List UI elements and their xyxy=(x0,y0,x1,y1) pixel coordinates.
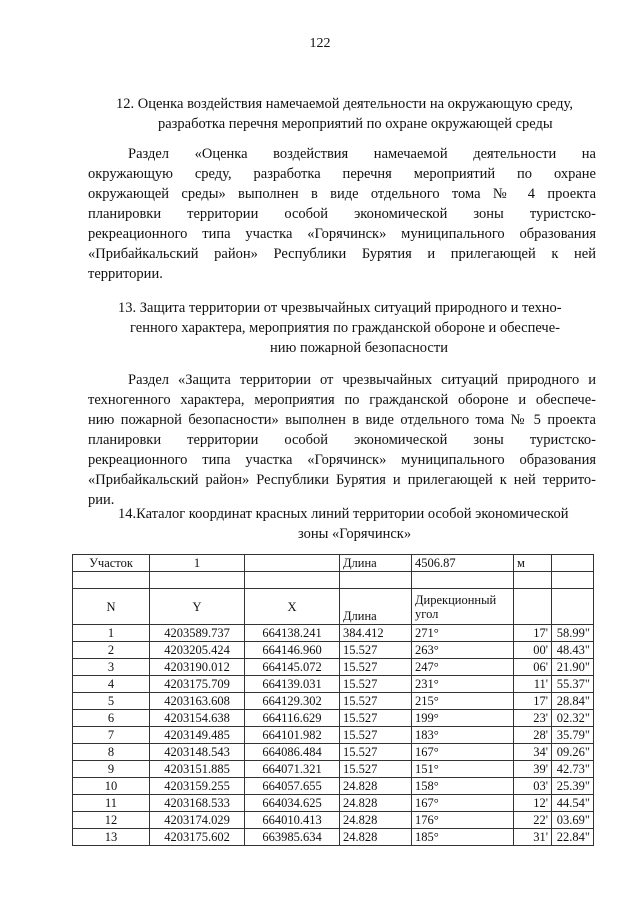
angle-minutes: 17' xyxy=(514,625,552,642)
angle-minutes: 31' xyxy=(514,829,552,846)
section13-body-line: рекреационного типа участка «Горячинск» муниципального образования xyxy=(88,452,596,468)
y-coordinate: 4203159.255 xyxy=(150,778,245,795)
table-header-row-2 xyxy=(73,589,594,625)
segment-length: 24.828 xyxy=(340,829,412,846)
row-number: 9 xyxy=(73,761,150,778)
table-row xyxy=(73,693,594,710)
angle-minutes: 03' xyxy=(514,778,552,795)
x-coordinate: 664139.031 xyxy=(245,676,340,693)
unit: м xyxy=(514,555,552,572)
section13-body-line: рии. xyxy=(88,492,115,508)
row-number: 1 xyxy=(73,625,150,642)
angle-minutes: 11' xyxy=(514,676,552,693)
y-coordinate: 4203205.424 xyxy=(150,642,245,659)
angle-seconds: 03.69" xyxy=(552,812,594,829)
angle-seconds: 02.32" xyxy=(552,710,594,727)
length-value: 4506.87 xyxy=(412,555,514,572)
angle-minutes: 23' xyxy=(514,710,552,727)
row-number: 6 xyxy=(73,710,150,727)
segment-length: 15.527 xyxy=(340,659,412,676)
table-row xyxy=(73,659,594,676)
empty-cell xyxy=(514,589,552,625)
col-direction-header xyxy=(412,589,514,625)
row-number: 4 xyxy=(73,676,150,693)
section13-body-line: нию пожарной безопасности» выполнен в виде отдельного тома № 5 проекта xyxy=(88,412,596,428)
angle-seconds: 55.37" xyxy=(552,676,594,693)
table-row xyxy=(73,625,594,642)
table-row xyxy=(73,778,594,795)
section12-body-line: планировки территории особой экономической зоны туристско- xyxy=(88,206,596,222)
angle-minutes: 06' xyxy=(514,659,552,676)
col-direction-line2: угол xyxy=(415,606,439,621)
angle-seconds: 35.79" xyxy=(552,727,594,744)
angle-minutes: 12' xyxy=(514,795,552,812)
segment-length: 24.828 xyxy=(340,795,412,812)
row-number: 12 xyxy=(73,812,150,829)
angle-minutes: 39' xyxy=(514,761,552,778)
segment-length: 15.527 xyxy=(340,676,412,693)
segment-length: 15.527 xyxy=(340,761,412,778)
angle-seconds: 21.90" xyxy=(552,659,594,676)
coordinates-table xyxy=(72,554,594,846)
angle-degrees: 158° xyxy=(412,778,514,795)
segment-length: 15.527 xyxy=(340,693,412,710)
angle-degrees: 167° xyxy=(412,795,514,812)
angle-seconds: 48.43" xyxy=(552,642,594,659)
section12-heading-line2: разработка перечня мероприятий по охране окружающей среды xyxy=(158,116,553,132)
row-number: 2 xyxy=(73,642,150,659)
x-coordinate: 664071.321 xyxy=(245,761,340,778)
section12-body-line: окружающую среду, разработка перечня мероприятий по охране xyxy=(88,166,596,182)
row-number: 8 xyxy=(73,744,150,761)
section14-heading-line1: 14.Каталог координат красных линий территории особой экономической xyxy=(118,506,569,522)
table-row xyxy=(73,829,594,846)
x-coordinate: 664129.302 xyxy=(245,693,340,710)
y-coordinate: 4203151.885 xyxy=(150,761,245,778)
angle-seconds: 22.84" xyxy=(552,829,594,846)
angle-minutes: 34' xyxy=(514,744,552,761)
section13-heading-line1: 13. Защита территории от чрезвычайных ситуаций природного и техно- xyxy=(118,300,562,316)
segment-length: 15.527 xyxy=(340,727,412,744)
plot-value: 1 xyxy=(150,555,245,572)
segment-length: 24.828 xyxy=(340,778,412,795)
section12-body-line: «Прибайкальский район» Республики Бурятия и прилегающей к ней xyxy=(88,246,596,262)
angle-degrees: 215° xyxy=(412,693,514,710)
angle-minutes: 17' xyxy=(514,693,552,710)
table-row xyxy=(73,761,594,778)
table-spacer-row xyxy=(73,572,594,589)
table-row xyxy=(73,642,594,659)
y-coordinate: 4203163.608 xyxy=(150,693,245,710)
x-coordinate: 664086.484 xyxy=(245,744,340,761)
angle-seconds: 42.73" xyxy=(552,761,594,778)
y-coordinate: 4203174.029 xyxy=(150,812,245,829)
empty-cell xyxy=(245,555,340,572)
angle-degrees: 185° xyxy=(412,829,514,846)
angle-seconds: 58.99" xyxy=(552,625,594,642)
angle-minutes: 00' xyxy=(514,642,552,659)
angle-degrees: 183° xyxy=(412,727,514,744)
y-coordinate: 4203190.012 xyxy=(150,659,245,676)
section12-body-line: рекреационного типа участка «Горячинск» муниципального образования xyxy=(88,226,596,242)
col-n-header: N xyxy=(73,589,150,625)
angle-degrees: 247° xyxy=(412,659,514,676)
section13-body-line: техногенного характера, мероприятия по гражданской обороне и обеспече- xyxy=(88,392,596,408)
section12-heading-line1: 12. Оценка воздействия намечаемой деятельности на окружающую среду, xyxy=(116,96,573,112)
angle-seconds: 09.26" xyxy=(552,744,594,761)
y-coordinate: 4203149.485 xyxy=(150,727,245,744)
col-direction-line1: Дирекционный xyxy=(415,592,497,607)
segment-length: 384.412 xyxy=(340,625,412,642)
row-number: 11 xyxy=(73,795,150,812)
angle-seconds: 44.54" xyxy=(552,795,594,812)
angle-degrees: 263° xyxy=(412,642,514,659)
section13-heading-line2: генного характера, мероприятия по гражданской обороне и обеспече- xyxy=(130,320,560,336)
empty-cell xyxy=(552,555,594,572)
angle-degrees: 199° xyxy=(412,710,514,727)
angle-minutes: 28' xyxy=(514,727,552,744)
row-number: 7 xyxy=(73,727,150,744)
y-coordinate: 4203148.543 xyxy=(150,744,245,761)
plot-label: Участок xyxy=(73,555,150,572)
table-row xyxy=(73,812,594,829)
segment-length: 24.828 xyxy=(340,812,412,829)
y-coordinate: 4203175.602 xyxy=(150,829,245,846)
section13-body-line: «Прибайкальский район» Республики Бурятия и прилегающей к ней террито- xyxy=(88,472,596,488)
table-row xyxy=(73,744,594,761)
col-length-header: Длина xyxy=(340,589,412,625)
empty-cell xyxy=(552,589,594,625)
y-coordinate: 4203154.638 xyxy=(150,710,245,727)
section12-body-line: Раздел «Оценка воздействия намечаемой деятельности на xyxy=(128,146,596,162)
y-coordinate: 4203175.709 xyxy=(150,676,245,693)
x-coordinate: 664145.072 xyxy=(245,659,340,676)
angle-seconds: 28.84" xyxy=(552,693,594,710)
x-coordinate: 664146.960 xyxy=(245,642,340,659)
table-row xyxy=(73,795,594,812)
segment-length: 15.527 xyxy=(340,710,412,727)
x-coordinate: 664116.629 xyxy=(245,710,340,727)
angle-degrees: 271° xyxy=(412,625,514,642)
x-coordinate: 664057.655 xyxy=(245,778,340,795)
x-coordinate: 663985.634 xyxy=(245,829,340,846)
angle-degrees: 151° xyxy=(412,761,514,778)
table-header-row-1 xyxy=(73,555,594,572)
x-coordinate: 664010.413 xyxy=(245,812,340,829)
col-x-header: X xyxy=(245,589,340,625)
y-coordinate: 4203168.533 xyxy=(150,795,245,812)
x-coordinate: 664138.241 xyxy=(245,625,340,642)
row-number: 5 xyxy=(73,693,150,710)
section13-body-line: планировки территории особой экономической зоны туристско- xyxy=(88,432,596,448)
row-number: 10 xyxy=(73,778,150,795)
row-number: 3 xyxy=(73,659,150,676)
angle-seconds: 25.39" xyxy=(552,778,594,795)
row-number: 13 xyxy=(73,829,150,846)
table-row xyxy=(73,676,594,693)
section13-body-line: Раздел «Защита территории от чрезвычайных ситуаций природного и xyxy=(128,372,596,388)
segment-length: 15.527 xyxy=(340,642,412,659)
x-coordinate: 664034.625 xyxy=(245,795,340,812)
table-row xyxy=(73,727,594,744)
segment-length: 15.527 xyxy=(340,744,412,761)
angle-degrees: 231° xyxy=(412,676,514,693)
angle-minutes: 22' xyxy=(514,812,552,829)
section13-heading-line3: нию пожарной безопасности xyxy=(270,340,448,356)
page-number: 122 xyxy=(309,36,331,51)
section14-heading-line2: зоны «Горячинск» xyxy=(298,526,412,542)
col-y-header: Y xyxy=(150,589,245,625)
angle-degrees: 167° xyxy=(412,744,514,761)
table-row xyxy=(73,710,594,727)
x-coordinate: 664101.982 xyxy=(245,727,340,744)
length-label: Длина xyxy=(340,555,412,572)
section12-body-line: окружающей среды» выполнен в виде отдельного тома № 4 проекта xyxy=(88,186,596,202)
y-coordinate: 4203589.737 xyxy=(150,625,245,642)
section12-body-line: территории. xyxy=(88,266,163,282)
angle-degrees: 176° xyxy=(412,812,514,829)
